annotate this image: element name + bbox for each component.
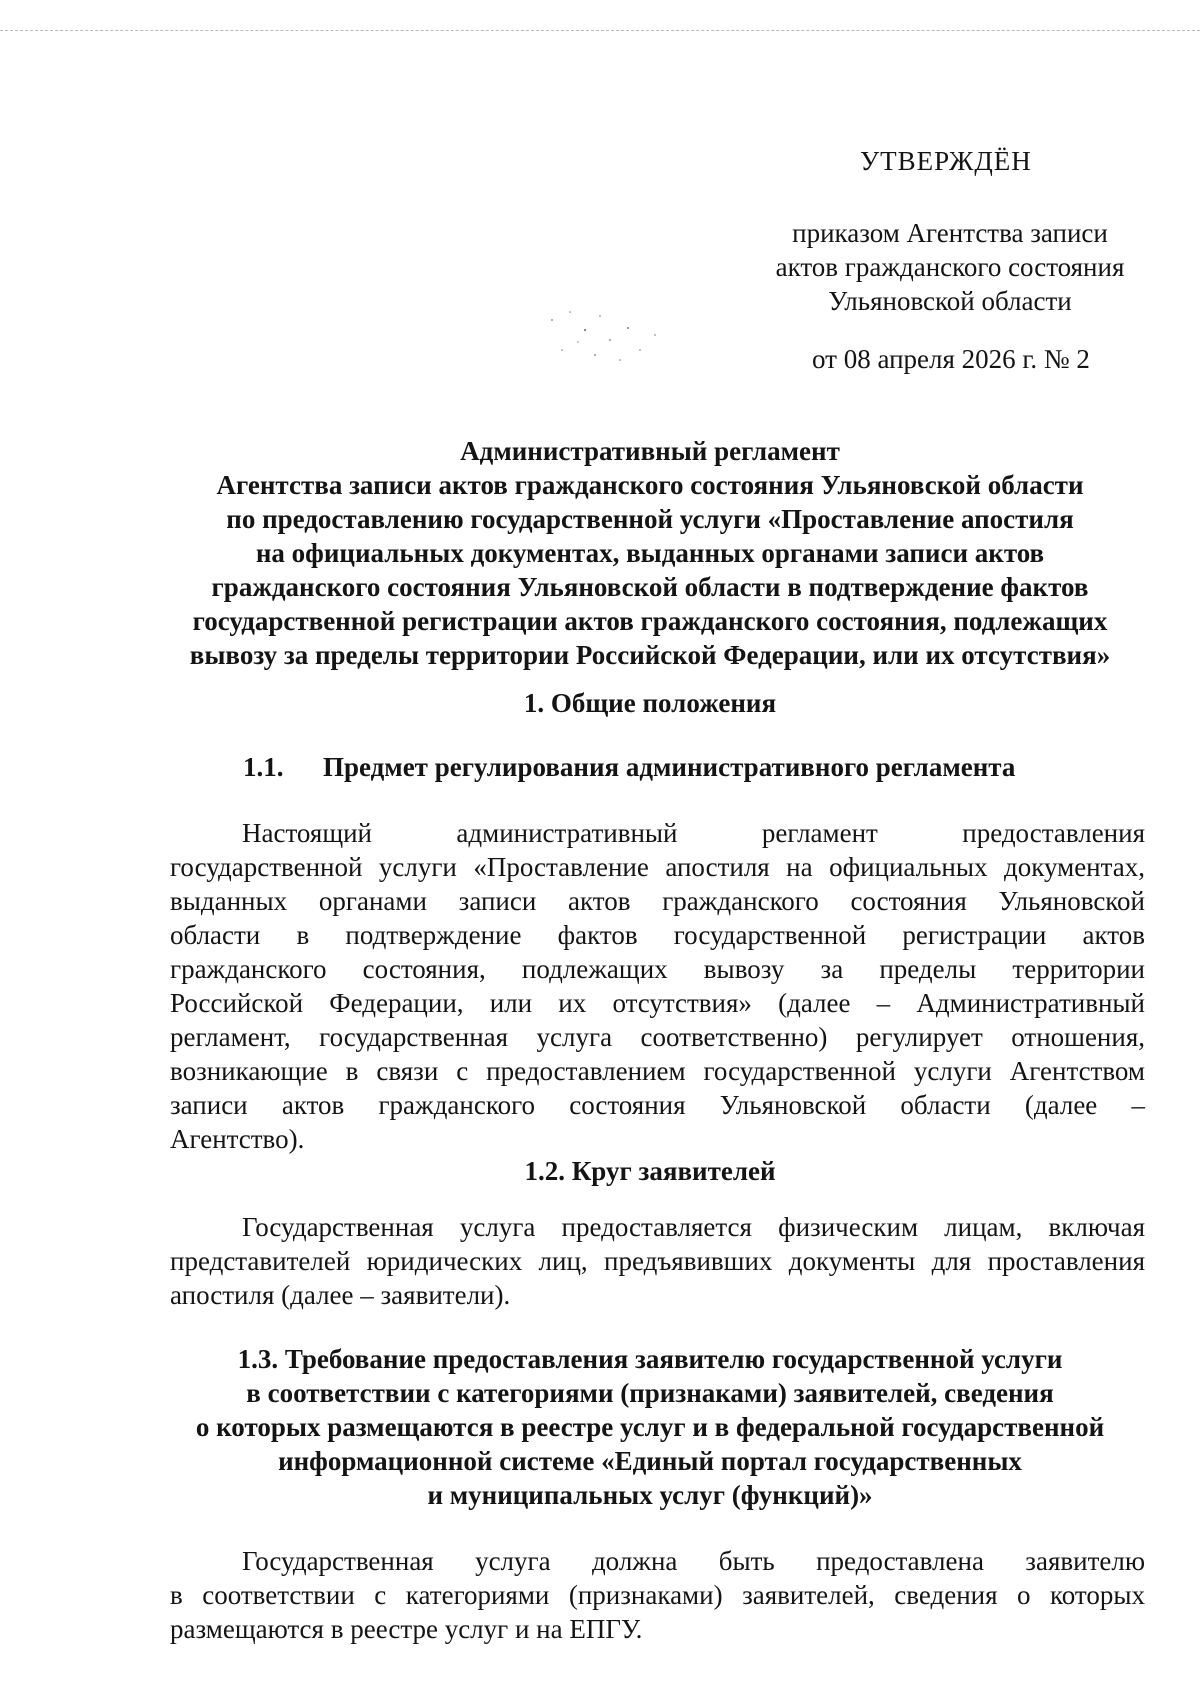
- paragraph-line: области в подтверждение фактов государственной регистрации актов: [170, 920, 1145, 950]
- title-line: по предоставлению государственной услуги «Проставление апостиля: [226, 504, 1074, 534]
- paragraph-line: выданных органами записи актов гражданского состояния Ульяновской: [170, 886, 1145, 916]
- paragraph-line: Государственная услуга предоставляется физическим лицам, включая: [242, 1212, 1145, 1242]
- subsection-1-1-paragraph: [170, 816, 1145, 1156]
- subsection-1-2-paragraph: [170, 1210, 1145, 1312]
- title-line: Агентства записи актов гражданского состояния Ульяновской области: [216, 470, 1084, 500]
- title-line: вывозу за пределы территории Российской Федерации, или их отсутствия»: [189, 640, 1111, 670]
- approval-line: приказом Агентства записи: [792, 218, 1108, 248]
- heading-line: в соответствии с категориями (признаками) заявителей, сведения: [246, 1378, 1054, 1408]
- paragraph-line: Агентство).: [170, 1124, 305, 1154]
- paragraph-line: представителей юридических лиц, предъявивших документы для проставления: [170, 1246, 1145, 1276]
- paragraph-line: апостиля (далее – заявители).: [170, 1280, 511, 1310]
- title-line: государственной регистрации актов гражданского состояния, подлежащих: [192, 606, 1108, 636]
- paragraph-line: Государственная услуга должна быть предоставлена заявителю: [242, 1546, 1145, 1576]
- heading-line: информационной системе «Единый портал государственных: [278, 1446, 1022, 1476]
- regulation-title: [160, 434, 1140, 672]
- paragraph-line: гражданского состояния, подлежащих вывозу за пределы территории: [170, 954, 1145, 984]
- subsection-1-3-paragraph: [170, 1544, 1145, 1646]
- title-line: на официальных документах, выданных органами записи актов: [255, 538, 1045, 568]
- paragraph-line: возникающие в связи с предоставлением государственной услуги Агентством: [170, 1056, 1145, 1086]
- subsection-1-3-heading: [160, 1342, 1140, 1512]
- paragraph-line: записи актов гражданского состояния Ульяновской области (далее –: [170, 1090, 1145, 1120]
- heading-line: о которых размещаются в реестре услуг и в федеральной государственной: [195, 1412, 1105, 1442]
- paragraph-line: регламент, государственная услуга соответственно) регулирует отношения,: [170, 1022, 1145, 1052]
- paragraph-line: Настоящий административный регламент предоставления: [242, 818, 1145, 848]
- approval-line: актов гражданского состояния: [775, 252, 1125, 282]
- approval-order-text: [760, 216, 1140, 318]
- approval-line: Ульяновской области: [828, 286, 1072, 316]
- title-line: гражданского состояния Ульяновской области в подтверждение фактов: [211, 572, 1089, 602]
- paragraph-line: Российской Федерации, или их отсутствия» (далее – Административный: [170, 988, 1145, 1018]
- subsection-1-1-number: 1.1.: [243, 752, 284, 782]
- scan-noise-speckles: [540, 300, 680, 380]
- heading-line: и муниципальных услуг (функций)»: [427, 1480, 873, 1510]
- paragraph-line: государственной услуги «Проставление апостиля на официальных документах,: [170, 852, 1145, 882]
- paragraph-line: в соответствии с категориями (признаками) заявителей, сведения о которых: [170, 1580, 1145, 1610]
- subsection-1-1-heading: Предмет регулирования административного регламента: [323, 752, 1016, 782]
- subsection-1-2-heading: 1.2. Круг заявителей: [524, 1156, 776, 1186]
- approval-date: от 08 апреля 2026 г. № 2: [812, 344, 1090, 374]
- heading-line: 1.3. Требование предоставления заявителю государственной услуги: [237, 1344, 1063, 1374]
- scan-top-edge: [0, 30, 1200, 31]
- paragraph-line: размещаются в реестре услуг и на ЕПГУ.: [170, 1614, 643, 1644]
- title-line: Административный регламент: [460, 436, 840, 466]
- approval-stamp-title: УТВЕРЖДЁН: [860, 146, 1032, 176]
- section-1-heading: 1. Общие положения: [523, 688, 777, 718]
